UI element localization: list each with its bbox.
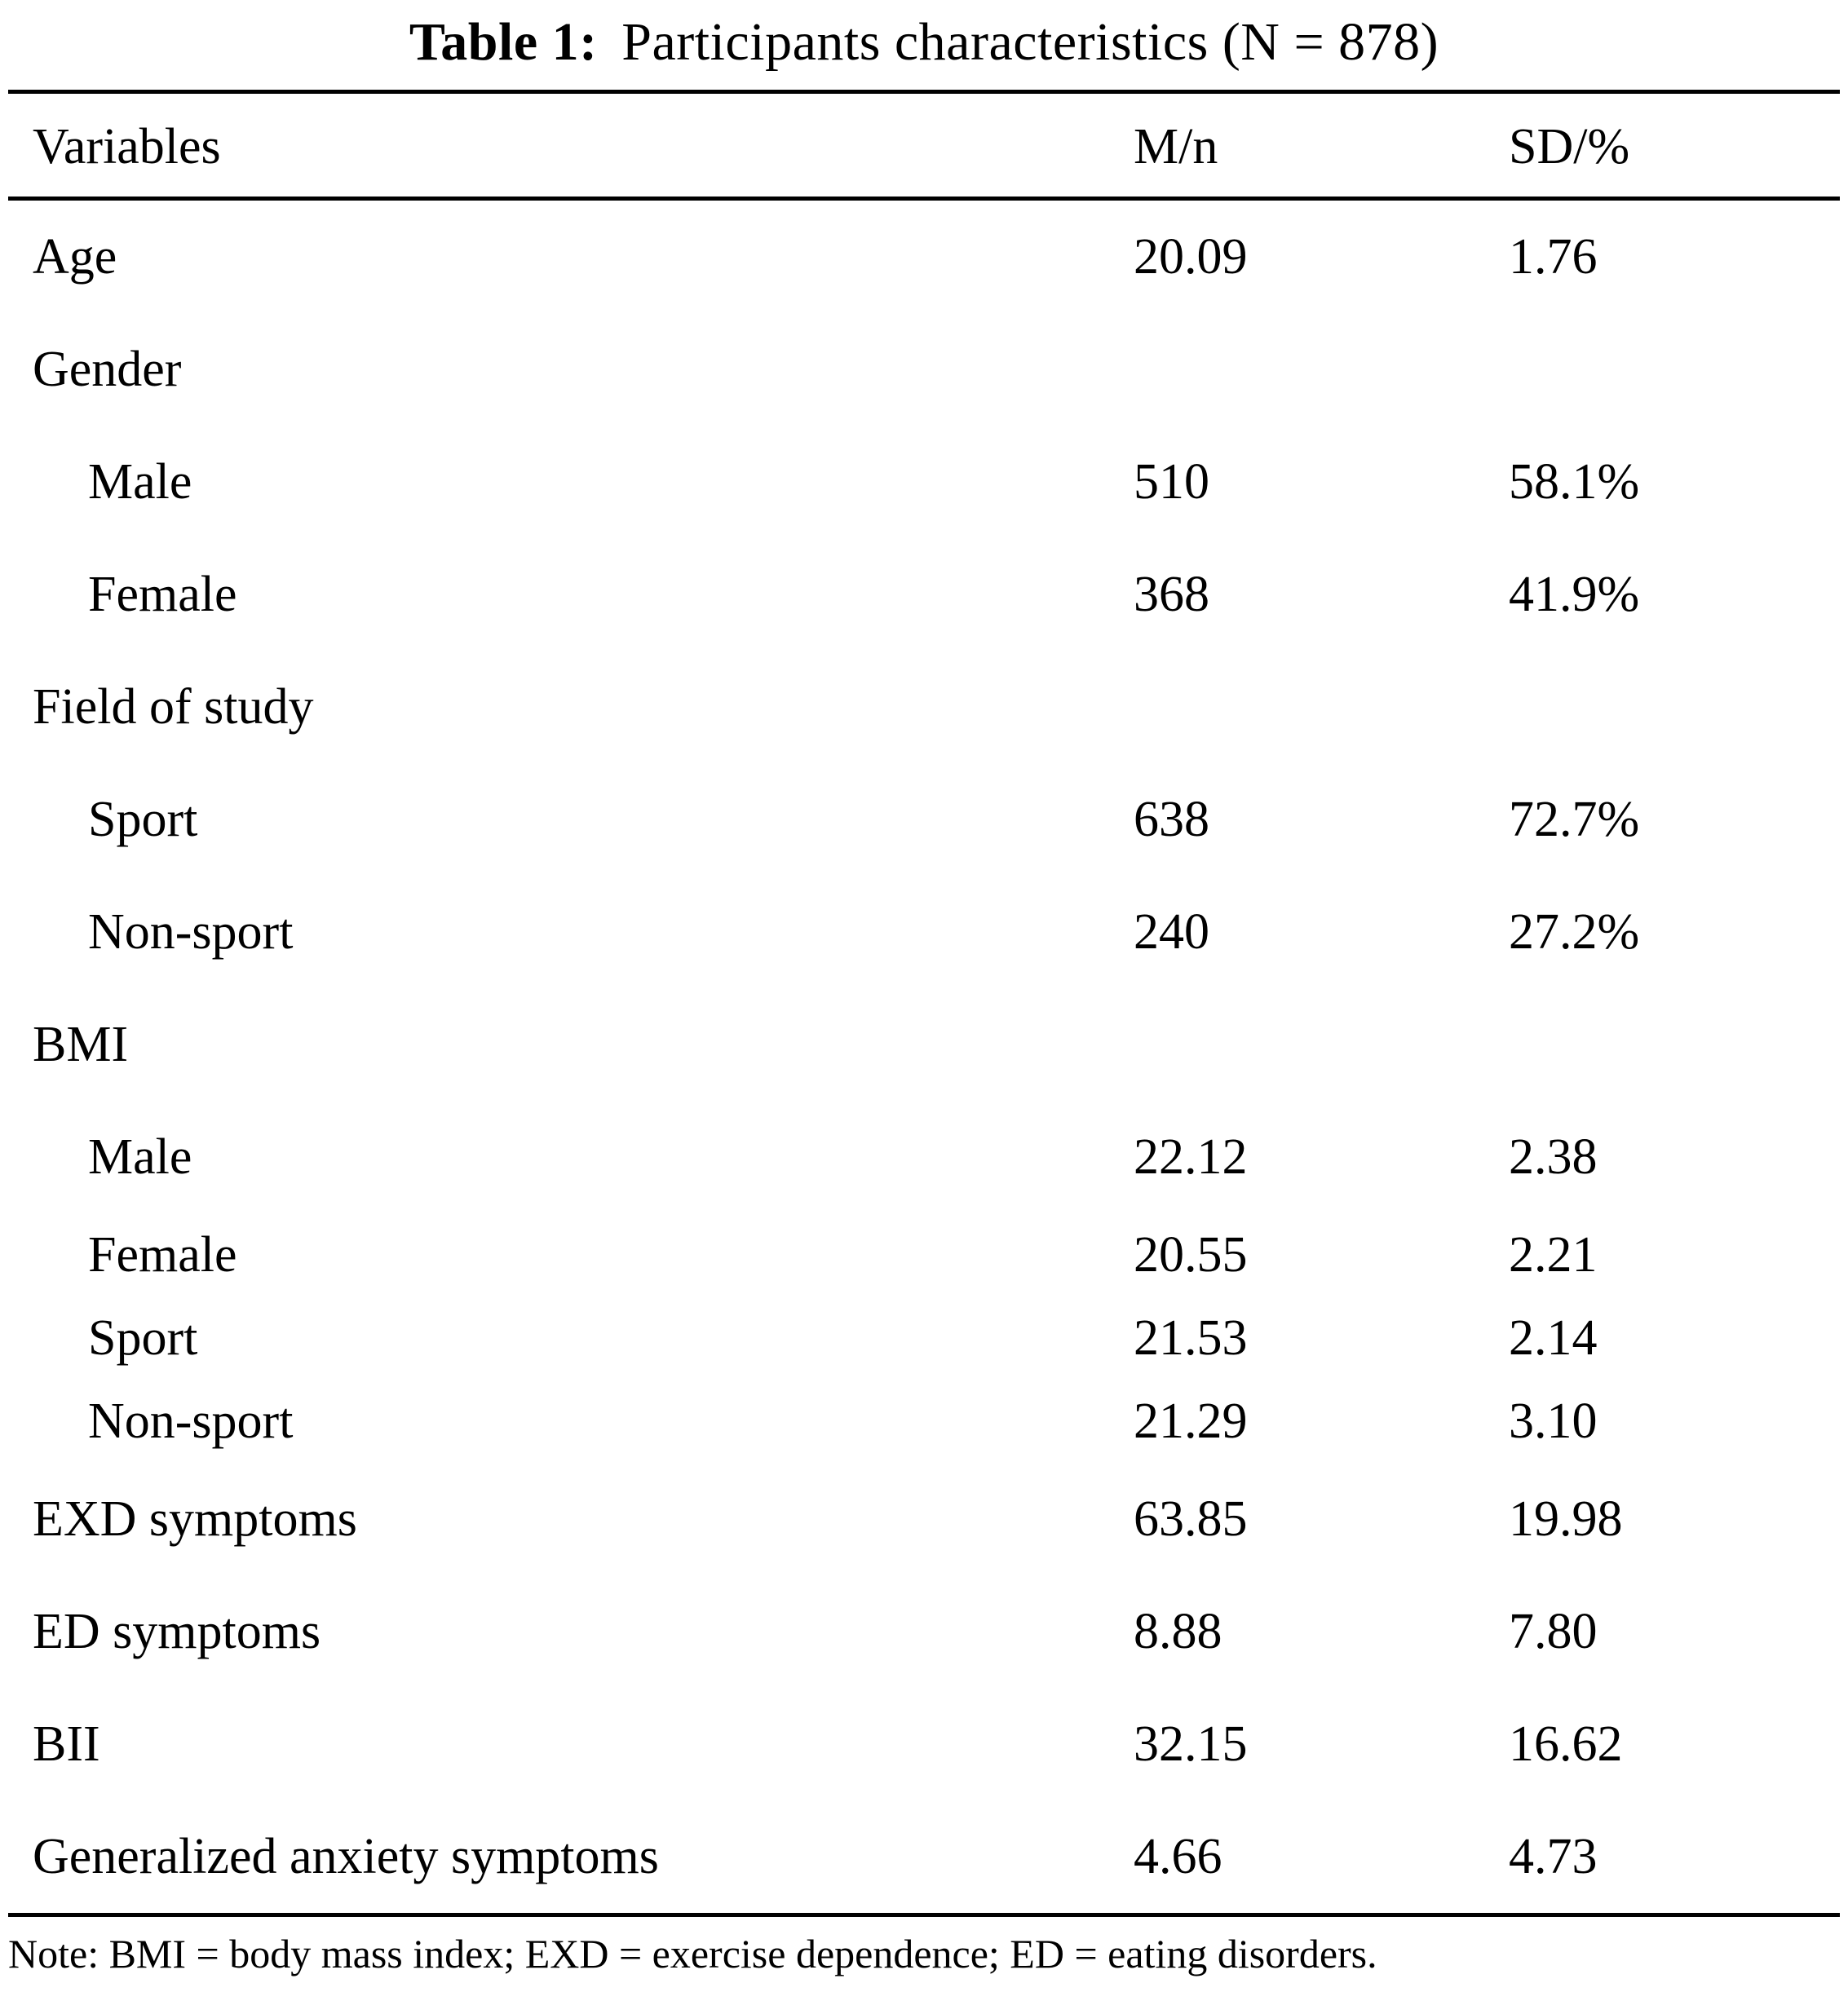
row-sd-value: 72.7% [1509, 792, 1640, 847]
column-header-sd-percent: SD/% [1509, 119, 1630, 174]
row-label: Male [88, 1129, 192, 1185]
table-row [8, 1688, 1840, 1800]
table-row [8, 763, 1840, 876]
table-row [8, 651, 1840, 763]
table-body [8, 201, 1840, 1913]
table-row [8, 1575, 1840, 1688]
row-m-value: 510 [1134, 454, 1209, 510]
table-row [8, 1463, 1840, 1575]
table-note: Note: BMI = body mass index; EXD = exercise dependence; ED = eating disorders. [8, 1931, 1377, 1976]
table-row [8, 1380, 1840, 1463]
row-label: Sport [88, 792, 198, 847]
row-sd-value: 1.76 [1509, 229, 1598, 285]
column-header-variables: Variables [33, 119, 221, 174]
table-row [8, 1101, 1840, 1213]
table-row [8, 876, 1840, 988]
row-label: Gender [33, 342, 182, 397]
row-sd-value: 19.98 [1509, 1491, 1623, 1547]
row-m-value: 368 [1134, 567, 1209, 622]
row-label: Sport [88, 1310, 198, 1366]
row-m-value: 63.85 [1134, 1491, 1248, 1547]
table-row [8, 988, 1840, 1101]
table-row [8, 201, 1840, 313]
row-m-value: 21.53 [1134, 1310, 1248, 1366]
row-m-value: 4.66 [1134, 1829, 1222, 1884]
row-label: Non-sport [88, 1393, 294, 1449]
row-label: Age [33, 229, 117, 285]
row-sd-value: 2.38 [1509, 1129, 1598, 1185]
row-label: BMI [33, 1017, 129, 1072]
row-m-value: 32.15 [1134, 1716, 1248, 1772]
table-header-row [8, 94, 1840, 197]
table-title-caption: Participants characteristics (N = 878) [621, 12, 1439, 72]
row-sd-value: 2.14 [1509, 1310, 1598, 1366]
row-label: Generalized anxiety symptoms [33, 1829, 659, 1884]
row-label: BII [33, 1716, 100, 1772]
column-header-m-n: M/n [1134, 119, 1218, 174]
row-label: Female [88, 567, 237, 622]
row-sd-value: 4.73 [1509, 1829, 1598, 1884]
table-row [8, 538, 1840, 651]
table-row [8, 1800, 1840, 1913]
row-label: Non-sport [88, 904, 294, 960]
row-label: EXD symptoms [33, 1491, 357, 1547]
row-sd-value: 7.80 [1509, 1604, 1598, 1659]
row-sd-value: 41.9% [1509, 567, 1640, 622]
row-m-value: 22.12 [1134, 1129, 1248, 1185]
row-label: Field of study [33, 679, 314, 735]
row-m-value: 20.55 [1134, 1227, 1248, 1283]
table-row [8, 313, 1840, 426]
row-sd-value: 2.21 [1509, 1227, 1598, 1283]
table-title [8, 10, 1840, 75]
row-label: Female [88, 1227, 237, 1283]
table-row [8, 1296, 1840, 1380]
row-label: ED symptoms [33, 1604, 321, 1659]
row-sd-value: 16.62 [1509, 1716, 1623, 1772]
row-m-value: 21.29 [1134, 1393, 1248, 1449]
row-label: Male [88, 454, 192, 510]
row-m-value: 240 [1134, 904, 1209, 960]
row-sd-value: 3.10 [1509, 1393, 1598, 1449]
table-title-number: Table 1: [409, 12, 598, 72]
row-m-value: 638 [1134, 792, 1209, 847]
row-m-value: 20.09 [1134, 229, 1248, 285]
table-row [8, 426, 1840, 538]
row-m-value: 8.88 [1134, 1604, 1222, 1659]
row-sd-value: 27.2% [1509, 904, 1640, 960]
table-row [8, 1213, 1840, 1296]
row-sd-value: 58.1% [1509, 454, 1640, 510]
